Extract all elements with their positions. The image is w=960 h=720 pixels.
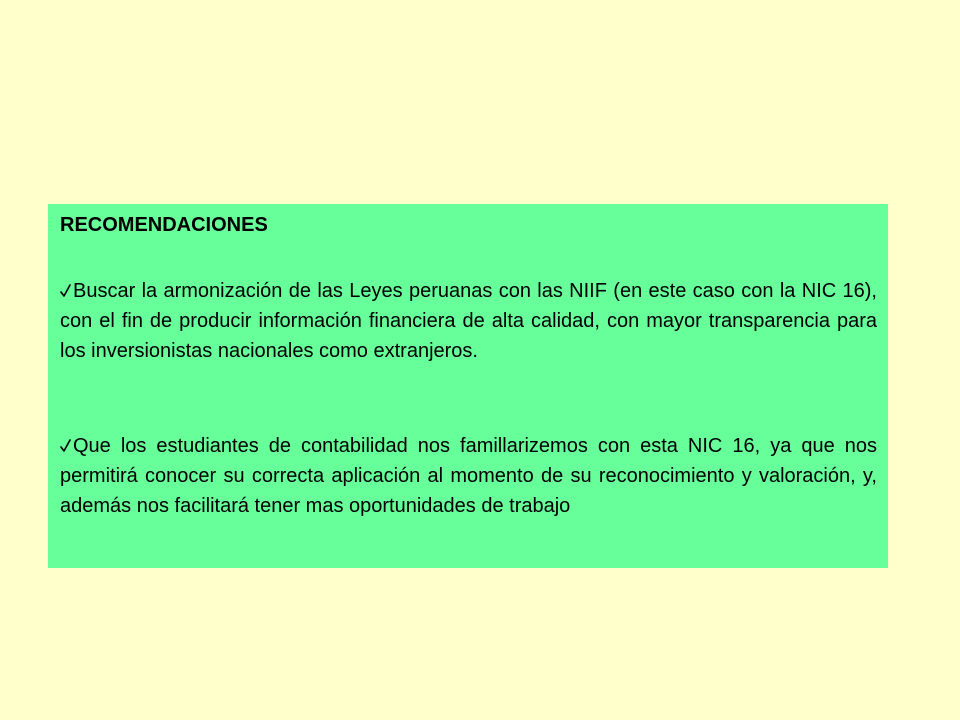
recommendation-text: Que los estudiantes de contabilidad nos famillarizemos con esta NIC 16, ya que nos permitirá conocer su correcta aplicación al momento de su reconocimiento y valoración, y, además nos facilitará tener mas oportunidades de trabajo (60, 435, 877, 517)
recommendations-box (48, 204, 888, 568)
recommendation-item (60, 431, 877, 521)
recommendation-text: Buscar la armonización de las Leyes peruanas con las NIIF (en este caso con la NIC 16), con el fin de producir información financiera de alta calidad, con mayor transparencia para los inversionistas nacionales como extranjeros. (60, 280, 877, 362)
recommendation-item (60, 276, 877, 366)
checkmark-icon (60, 439, 71, 453)
checkmark-icon (60, 284, 71, 298)
recommendations-title: RECOMENDACIONES (60, 214, 268, 236)
